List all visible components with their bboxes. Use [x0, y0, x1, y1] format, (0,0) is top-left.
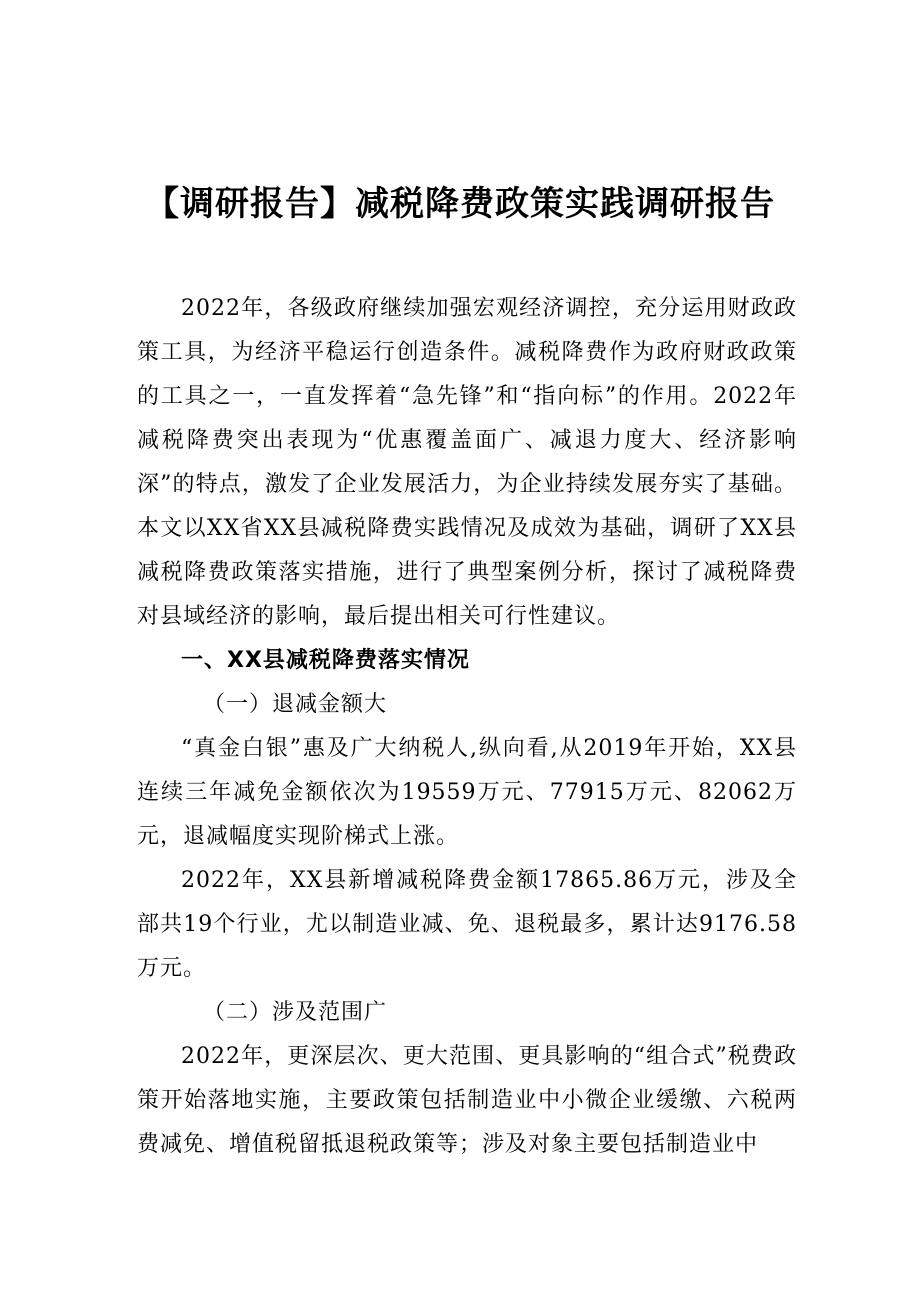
document-title: 【调研报告】减税降费政策实践调研报告	[145, 184, 775, 224]
subsection-2-paragraph-1: 2022年，更深层次、更大范围、更具影响的“组合式”税费政策开始落地实施，主要政策包括制造业中小微企业缓缴、六税两费减免、增值税留抵退税政策等；涉及对象主要包括制造业中	[137, 1044, 797, 1157]
document-body	[137, 287, 797, 1167]
subsection-1-paragraph-2: 2022年，XX县新增减税降费金额17865.86万元，涉及全部共19个行业，尤以制造业减、免、退税最多，累计达9176.58万元。	[137, 868, 797, 981]
subsection-2-heading: （二）涉及范围广	[203, 1000, 388, 1025]
subsection-1-heading: （一）退减金额大	[203, 692, 388, 717]
intro-paragraph: 2022年，各级政府继续加强宏观经济调控，充分运用财政政策工具，为经济平稳运行创造条件。减税降费作为政府财政政策的工具之一，一直发挥着“急先锋”和“指向标”的作用。2022年减税降费突出表现为“优惠覆盖面广、减退力度大、经济影响深”的特点，激发了企业发展活力，为企业持续发展夯实了基础。本文以XX省XX县减税降费实践情况及成效为基础，调研了XX县减税降费政策落实措施，进行了典型案例分析，探讨了减税降费对县域经济的影响，最后提出相关可行性建议。	[137, 296, 797, 629]
subsection-1-paragraph-1: “真金白银”惠及广大纳税人,纵向看,从2019年开始，XX县连续三年减免金额依次为19559万元、77915万元、82062万元，退减幅度实现阶梯式上涨。	[137, 736, 797, 849]
section-1-heading: 一、XX县减税降费落实情况	[181, 648, 470, 673]
